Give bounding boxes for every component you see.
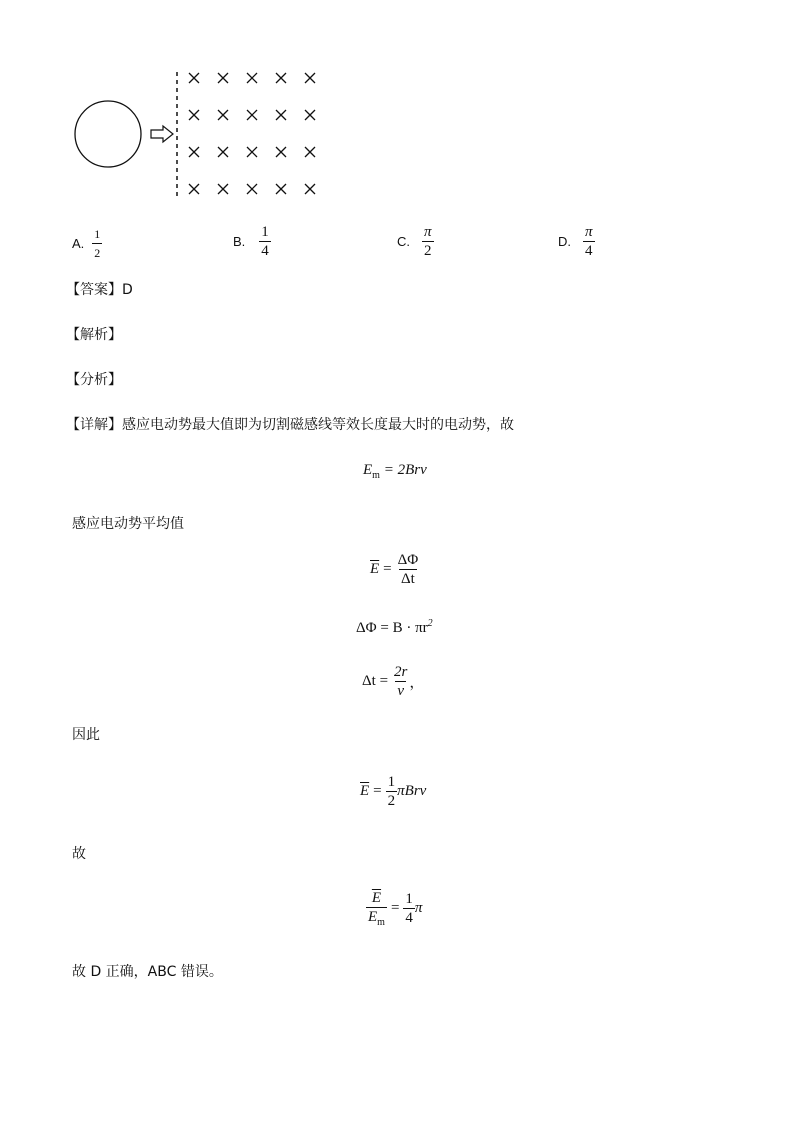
answer-label: 【答案】 [66,282,122,298]
field-cross-mark [218,184,228,194]
avg-text: 感应电动势平均值 [72,516,184,532]
field-cross-mark [247,110,257,120]
option-d-letter: D. [558,234,571,249]
therefore-text: 因此 [72,727,100,743]
field-crosses [189,73,315,194]
option-c[interactable] [397,224,434,259]
field-cross-mark [247,147,257,157]
conclusion-text: 故 D 正确，ABC 错误。 [72,964,223,980]
analysis-label: 【解析】 [66,327,122,343]
equation-avg-result: $\overline{E}$ = $\frac{1}{2}$ πBrv [360,774,427,809]
field-cross-mark [276,73,286,83]
field-cross-mark [189,73,199,83]
fenxi-label: 【分析】 [66,372,122,388]
field-cross-mark [189,147,199,157]
option-c-fraction: $\frac{\pi}{2}$ [424,224,432,259]
magnetic-field-figure [60,60,340,210]
equation-em: $E_m = 2Brv$ [363,462,427,481]
gu-text: 故 [72,846,86,862]
field-cross-mark [247,184,257,194]
field-cross-mark [189,184,199,194]
option-b-fraction: $\frac{1}{4}$ [261,224,269,259]
field-cross-mark [218,73,228,83]
equation-avg-e: $\overline{E}$ = $\frac{\Delta\Phi}{\Delta t}$ [370,552,419,587]
field-cross-mark [276,147,286,157]
equation-ratio: $\frac{\overline{E}}{E_m}$ = $\frac{1}{4}$ π [368,890,423,928]
equation-delta-t: Δt = $\frac{2r}{v}$ ， [362,664,425,699]
answer-value: D [122,282,133,298]
field-cross-mark [247,73,257,83]
option-d[interactable] [558,224,595,259]
field-cross-mark [276,184,286,194]
field-cross-mark [189,110,199,120]
option-d-fraction: $\frac{\pi}{4}$ [585,224,593,259]
field-cross-mark [218,110,228,120]
option-c-letter: C. [397,234,410,249]
option-b-letter: B. [233,234,246,249]
option-a-fraction: $\frac{1}{2}$ [94,227,101,260]
arrow-right-icon [151,126,173,142]
detail-line [66,416,514,434]
option-a-letter: A. [72,236,85,251]
field-cross-mark [276,110,286,120]
loop-circle [75,101,141,167]
equation-delta-phi: $\Delta\Phi = B \cdot \pi r^2$ [356,618,433,636]
detail-label: 【详解】 [66,417,122,433]
field-cross-mark [305,147,315,157]
option-b[interactable] [233,224,271,259]
field-cross-mark [305,184,315,194]
detail-text: 感应电动势最大值即为切割磁感线等效长度最大时的电动势，故 [122,417,514,433]
field-cross-mark [305,110,315,120]
field-cross-mark [305,73,315,83]
option-a[interactable] [72,226,102,261]
answer-line [66,281,133,299]
field-cross-mark [218,147,228,157]
